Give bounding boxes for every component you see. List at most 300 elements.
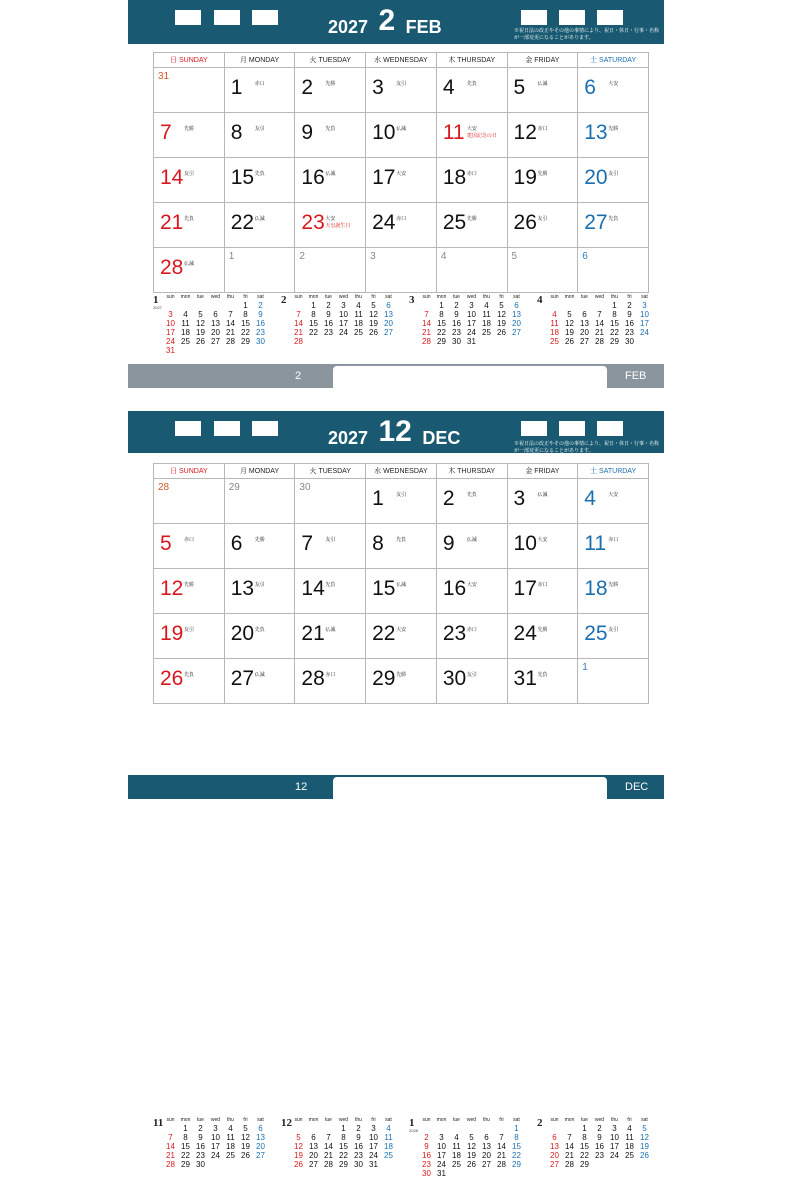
- mini-day: 17: [211, 1142, 220, 1151]
- mini-day: 13: [482, 1142, 491, 1151]
- mini-day: 12: [369, 310, 378, 319]
- mini-calendar: [153, 1117, 281, 1181]
- mini-day: 18: [226, 1142, 235, 1151]
- mini-day: 21: [497, 1151, 506, 1160]
- weekday-jp: 月: [239, 57, 247, 64]
- rokuyo-label: [396, 582, 406, 589]
- rokuyo-text: 仏滅: [466, 537, 477, 543]
- rokuyo-label: [538, 126, 548, 133]
- weekday-en: SATURDAY: [599, 468, 637, 475]
- mini-day: 8: [341, 1133, 346, 1142]
- mini-day: 20: [512, 319, 521, 328]
- mini-week-row: [163, 310, 268, 319]
- weekday-en: WEDNESDAY: [383, 57, 428, 64]
- mini-day: 10: [610, 1133, 619, 1142]
- week-row: [154, 479, 649, 524]
- rokuyo-text: 友引: [325, 537, 336, 543]
- day-number: 29: [372, 667, 396, 690]
- mini-day: 22: [339, 1151, 348, 1160]
- mini-day: 2: [627, 301, 632, 310]
- day-cell: [224, 113, 295, 158]
- mini-week-row: [419, 1151, 524, 1160]
- rokuyo-label: [325, 171, 335, 178]
- rokuyo-label: [538, 537, 548, 544]
- mini-weekday: mon: [436, 1117, 447, 1123]
- rokuyo-label: [467, 216, 477, 223]
- mini-day: 8: [311, 310, 316, 319]
- mini-day: 16: [256, 319, 265, 328]
- mini-day: 15: [610, 319, 619, 328]
- rokuyo-text: 赤口: [537, 582, 548, 588]
- mini-year: 2028: [409, 1128, 418, 1133]
- day-cell: [507, 68, 578, 113]
- day-cell: [578, 203, 649, 248]
- mini-weekday: fri: [499, 294, 504, 300]
- weekday-jp: 日: [170, 57, 178, 64]
- mini-weekday-row: [163, 1117, 268, 1124]
- weekday-header: [507, 53, 578, 68]
- mini-day: [223, 1160, 238, 1169]
- mini-day: [381, 337, 396, 346]
- rokuyo-text: 仏滅: [396, 582, 407, 588]
- rokuyo-label: [184, 627, 194, 634]
- day-cell: [578, 569, 649, 614]
- day-cell: [436, 248, 507, 293]
- day-number: 2: [299, 251, 305, 262]
- mini-weekday: sun: [294, 294, 303, 300]
- mini-calendar: [281, 294, 409, 358]
- day-number: 5: [160, 532, 172, 555]
- mini-day: 7: [168, 1133, 173, 1142]
- weekday-header: [436, 464, 507, 479]
- weekday-jp: 土: [590, 57, 598, 64]
- mini-day: [419, 301, 434, 310]
- rokuyo-label: [538, 171, 548, 178]
- mini-weekday: mon: [436, 294, 447, 300]
- rokuyo-text: 大安: [396, 171, 407, 177]
- mini-day: [321, 1124, 336, 1133]
- mini-day: 11: [625, 1133, 634, 1142]
- mini-weekday: sat: [257, 294, 264, 300]
- mini-weekday: sun: [294, 1117, 303, 1123]
- mini-week-row: [163, 301, 268, 310]
- day-number: 31: [513, 667, 537, 690]
- rokuyo-label: [608, 216, 618, 223]
- day-cell: [507, 248, 578, 293]
- mini-day: 4: [228, 1124, 233, 1133]
- mini-day: 27: [211, 337, 220, 346]
- mini-day: [592, 301, 607, 310]
- mini-day: 13: [309, 1142, 318, 1151]
- rokuyo-label: [396, 171, 406, 178]
- mini-day: 26: [565, 337, 574, 346]
- month-number: 12: [378, 415, 412, 448]
- mini-day: 1: [341, 1124, 346, 1133]
- day-number: 11: [584, 532, 607, 555]
- rokuyo-text: 先負: [184, 672, 195, 678]
- mini-day: 11: [181, 319, 190, 328]
- mini-calendar: [537, 294, 665, 358]
- day-number: 15: [230, 166, 255, 189]
- mini-day: 9: [326, 310, 331, 319]
- day-cell: [436, 659, 507, 704]
- rokuyo-text: 友引: [537, 216, 548, 222]
- day-cell: [366, 479, 437, 524]
- mini-day: [238, 346, 253, 355]
- day-cell: [224, 203, 295, 248]
- weekday-en: FRIDAY: [534, 468, 560, 475]
- day-cell: [578, 659, 649, 704]
- day-cell: [154, 479, 225, 524]
- mini-weekday: thu: [611, 294, 618, 300]
- mini-day: 14: [422, 319, 431, 328]
- day-number: 12: [160, 577, 184, 600]
- mini-weekday: sat: [513, 294, 520, 300]
- month-grid: [153, 463, 649, 704]
- weekday-jp: 金: [525, 57, 533, 64]
- weekday-en: TUESDAY: [318, 57, 351, 64]
- day-number: 22: [372, 622, 396, 645]
- mini-week-row: [291, 301, 396, 310]
- rokuyo-text: 大安: [466, 582, 477, 588]
- mini-day: 23: [595, 1151, 604, 1160]
- week-row: [154, 113, 649, 158]
- day-number: 21: [301, 622, 325, 645]
- mini-day: 13: [211, 319, 220, 328]
- rokuyo-text: 大安: [537, 537, 548, 543]
- mini-weekday: sat: [641, 294, 648, 300]
- day-number: 11: [442, 121, 465, 144]
- day-number: 19: [160, 622, 184, 645]
- day-cell: [436, 479, 507, 524]
- day-cell: [578, 248, 649, 293]
- mini-day: 3: [168, 310, 173, 319]
- mini-day: 14: [166, 1142, 175, 1151]
- footer-tab: [333, 777, 607, 801]
- mini-day: 12: [467, 1142, 476, 1151]
- mini-day: 1: [311, 301, 316, 310]
- rokuyo-label: [184, 582, 194, 589]
- day-number: 3: [513, 487, 526, 510]
- weekday-en: SUNDAY: [179, 57, 208, 64]
- mini-day: [208, 301, 223, 310]
- mini-day: 2: [424, 1133, 429, 1142]
- mini-day: 23: [354, 1151, 363, 1160]
- mini-day: [253, 1160, 268, 1169]
- mini-month-number: 11: [153, 1117, 164, 1129]
- mini-day: 16: [452, 319, 461, 328]
- mini-week-row: [419, 1142, 524, 1151]
- mini-day: 2: [597, 1124, 602, 1133]
- month-grid: [153, 52, 649, 293]
- day-cell: [154, 569, 225, 614]
- mini-day: 23: [625, 328, 634, 337]
- mini-day: 23: [324, 328, 333, 337]
- mini-calendar: [409, 1117, 537, 1181]
- holiday-note: ※祝日法の改正やその他の事情により、祝日・休日・行事・名称が一部変更になることがあります。: [514, 441, 660, 454]
- rokuyo-text: 仏滅: [184, 261, 195, 267]
- mini-day: 29: [610, 337, 619, 346]
- mini-weekday: sun: [550, 294, 559, 300]
- mini-day: [321, 337, 336, 346]
- rokuyo-text: 赤口: [608, 537, 619, 543]
- mini-day: [253, 346, 268, 355]
- rokuyo-text: 仏滅: [537, 81, 548, 87]
- mini-day: 28: [497, 1160, 506, 1169]
- mini-day: 5: [243, 1124, 248, 1133]
- mini-day: [291, 301, 306, 310]
- mini-day: 4: [454, 1133, 459, 1142]
- weekday-en: SATURDAY: [599, 57, 637, 64]
- mini-day: 30: [256, 337, 265, 346]
- mini-day: 20: [482, 1151, 491, 1160]
- mini-day: 8: [243, 310, 248, 319]
- mini-weekday: wed: [594, 1117, 605, 1123]
- mini-week-row: [547, 1133, 652, 1142]
- header-blank-box: [559, 10, 585, 25]
- weekday-jp: 土: [590, 468, 598, 475]
- mini-day: 13: [512, 310, 521, 319]
- rokuyo-label: [396, 627, 406, 634]
- mini-weekday: tue: [453, 294, 460, 300]
- mini-weekday: wed: [210, 294, 221, 300]
- mini-day: 12: [294, 1142, 303, 1151]
- day-cell: [224, 479, 295, 524]
- rokuyo-label: [538, 582, 548, 589]
- mini-week-row: [419, 1160, 524, 1169]
- mini-day: 18: [181, 328, 190, 337]
- day-number: 23: [442, 622, 467, 645]
- week-row: [154, 68, 649, 113]
- day-number: 24: [513, 622, 537, 645]
- mini-day: 16: [595, 1142, 604, 1151]
- mini-day: [479, 1124, 494, 1133]
- mini-day: 7: [597, 310, 602, 319]
- rokuyo-text: 先負: [184, 216, 195, 222]
- rokuyo-label: [396, 126, 406, 133]
- day-cell: [436, 68, 507, 113]
- mini-day: 4: [484, 301, 489, 310]
- rokuyo-text: 赤口: [254, 81, 265, 87]
- mini-weekday: thu: [227, 1117, 234, 1123]
- mini-month-number: 2: [281, 294, 287, 306]
- header-blank-box: [175, 421, 201, 436]
- day-number: 8: [372, 532, 384, 555]
- header-blank-box: [175, 10, 201, 25]
- mini-weekday: sun: [422, 294, 431, 300]
- day-number: 5: [511, 251, 518, 262]
- mini-day: 8: [514, 1133, 519, 1142]
- mini-week-row: [291, 328, 396, 337]
- header-blank-box: [597, 10, 623, 25]
- mini-day: 29: [580, 1160, 589, 1169]
- mini-day: [622, 1160, 637, 1169]
- rokuyo-label: [467, 492, 477, 499]
- mini-day: [193, 301, 208, 310]
- rokuyo-label: [255, 582, 265, 589]
- rokuyo-label: [325, 126, 335, 133]
- day-cell: [436, 113, 507, 158]
- mini-day: 24: [437, 1160, 446, 1169]
- rokuyo-label: [538, 492, 548, 499]
- rokuyo-label: [396, 81, 406, 88]
- mini-day: 10: [211, 1133, 220, 1142]
- year-label: 2027: [328, 428, 369, 448]
- mini-week-row: [419, 310, 524, 319]
- rokuyo-text: 友引: [396, 81, 407, 87]
- rokuyo-label: [608, 171, 618, 178]
- mini-calendar: [537, 1117, 665, 1181]
- rokuyo-label: [325, 537, 335, 544]
- day-cell: [366, 614, 437, 659]
- mini-day: 4: [183, 310, 188, 319]
- rokuyo-text: 先勝: [184, 582, 195, 588]
- mini-week-row: [163, 1160, 268, 1169]
- mini-week-row: [419, 301, 524, 310]
- mini-day: 28: [595, 337, 604, 346]
- rokuyo-label: [396, 672, 406, 679]
- mini-day: 17: [437, 1151, 446, 1160]
- mini-day: [223, 301, 238, 310]
- day-number: 17: [372, 166, 396, 189]
- rokuyo-label: [184, 171, 194, 178]
- weekday-en: WEDNESDAY: [383, 468, 428, 475]
- mini-weekday: thu: [355, 1117, 362, 1123]
- mini-day: 13: [256, 1133, 265, 1142]
- mini-day: 24: [339, 328, 348, 337]
- weekday-jp: 水: [374, 468, 382, 475]
- mini-month-number: 12: [281, 1117, 292, 1129]
- mini-day: 8: [582, 1133, 587, 1142]
- mini-day: [494, 1169, 509, 1178]
- day-cell: [295, 614, 366, 659]
- day-number: 28: [158, 482, 170, 493]
- rokuyo-text: 友引: [466, 672, 477, 678]
- holiday-note: ※祝日法の改正やその他の事情により、祝日・休日・行事・名称が一部変更になることがあります。: [514, 28, 660, 41]
- mini-week-row: [163, 328, 268, 337]
- footer-month-number: 2: [295, 370, 302, 382]
- mini-weekday: sun: [166, 294, 175, 300]
- mini-day: 10: [369, 1133, 378, 1142]
- mini-day: 14: [324, 1142, 333, 1151]
- day-number: 20: [584, 166, 608, 189]
- weekday-header: [224, 53, 295, 68]
- mini-day: 12: [241, 1133, 250, 1142]
- rokuyo-label: [255, 627, 265, 634]
- mini-day: [494, 337, 509, 346]
- day-number: 6: [582, 251, 588, 262]
- day-number: 4: [442, 76, 455, 99]
- rokuyo-text: 先勝: [608, 126, 619, 132]
- day-number: 9: [301, 121, 314, 144]
- mini-day: 7: [567, 1133, 572, 1142]
- mini-day: 9: [258, 310, 263, 319]
- mini-day: 16: [196, 1142, 205, 1151]
- rokuyo-text: 先負: [537, 672, 548, 678]
- mini-day: [449, 1124, 464, 1133]
- mini-day: [494, 1124, 509, 1133]
- mini-day: [479, 337, 494, 346]
- mini-weekday-row: [547, 1117, 652, 1124]
- mini-day: 26: [294, 1160, 303, 1169]
- mini-weekday: wed: [210, 1117, 221, 1123]
- day-cell: [366, 569, 437, 614]
- mini-calendar: [281, 1117, 409, 1181]
- rokuyo-label: [255, 126, 265, 133]
- mini-day: 15: [241, 319, 250, 328]
- mini-weekday: thu: [483, 1117, 490, 1123]
- mini-day: [479, 1169, 494, 1178]
- mini-day: 26: [497, 328, 506, 337]
- mini-day: [306, 337, 321, 346]
- rokuyo-label: [255, 216, 265, 223]
- mini-weekday: tue: [197, 294, 204, 300]
- mini-day: 11: [384, 1133, 393, 1142]
- mini-week-row: [291, 1124, 396, 1133]
- weekday-header: [578, 53, 649, 68]
- mini-day: 1: [514, 1124, 519, 1133]
- mini-day: [607, 1160, 622, 1169]
- mini-day: [291, 1124, 306, 1133]
- mini-day: 18: [625, 1142, 634, 1151]
- rokuyo-label: [325, 672, 335, 679]
- rokuyo-text: 赤口: [537, 126, 548, 132]
- footer-month-abbr: FEB: [625, 370, 647, 382]
- day-number: 24: [372, 211, 396, 234]
- mini-day: 1: [183, 1124, 188, 1133]
- mini-day: 7: [499, 1133, 504, 1142]
- day-cell: [295, 248, 366, 293]
- mini-weekday: tue: [325, 1117, 332, 1123]
- mini-day: 11: [482, 310, 491, 319]
- mini-day: [449, 1169, 464, 1178]
- mini-day: 30: [452, 337, 461, 346]
- mini-day: 15: [580, 1142, 589, 1151]
- mini-weekday-row: [291, 294, 396, 301]
- day-cell: [295, 479, 366, 524]
- day-cell: [507, 569, 578, 614]
- day-cell: [224, 524, 295, 569]
- mini-day: 3: [341, 301, 346, 310]
- rokuyo-label: [325, 81, 335, 88]
- rokuyo-label: [467, 171, 477, 178]
- weekday-jp: 木: [448, 468, 456, 475]
- mini-year: 2027: [153, 305, 162, 310]
- day-number: 26: [513, 211, 537, 234]
- weekday-jp: 火: [309, 57, 317, 64]
- mini-day: 17: [369, 1142, 378, 1151]
- day-cell: [507, 524, 578, 569]
- rokuyo-text: 大安: [608, 492, 619, 498]
- rokuyo-text: 先勝: [537, 627, 548, 633]
- weekday-jp: 火: [309, 468, 317, 475]
- day-number: 16: [301, 166, 325, 189]
- day-cell: [507, 479, 578, 524]
- mini-weekday: fri: [627, 1117, 632, 1123]
- mini-weekday: mon: [564, 294, 575, 300]
- weekday-en: FRIDAY: [534, 57, 560, 64]
- mini-day: 14: [497, 1142, 506, 1151]
- mini-weekday: tue: [325, 294, 332, 300]
- mini-day: 3: [439, 1133, 444, 1142]
- day-cell: [295, 158, 366, 203]
- day-number: 10: [513, 532, 537, 555]
- mini-day: 28: [226, 337, 235, 346]
- day-number: 2: [442, 487, 455, 510]
- page-footer: [128, 364, 664, 388]
- day-number: 1: [372, 487, 384, 510]
- mini-day: 3: [642, 301, 647, 310]
